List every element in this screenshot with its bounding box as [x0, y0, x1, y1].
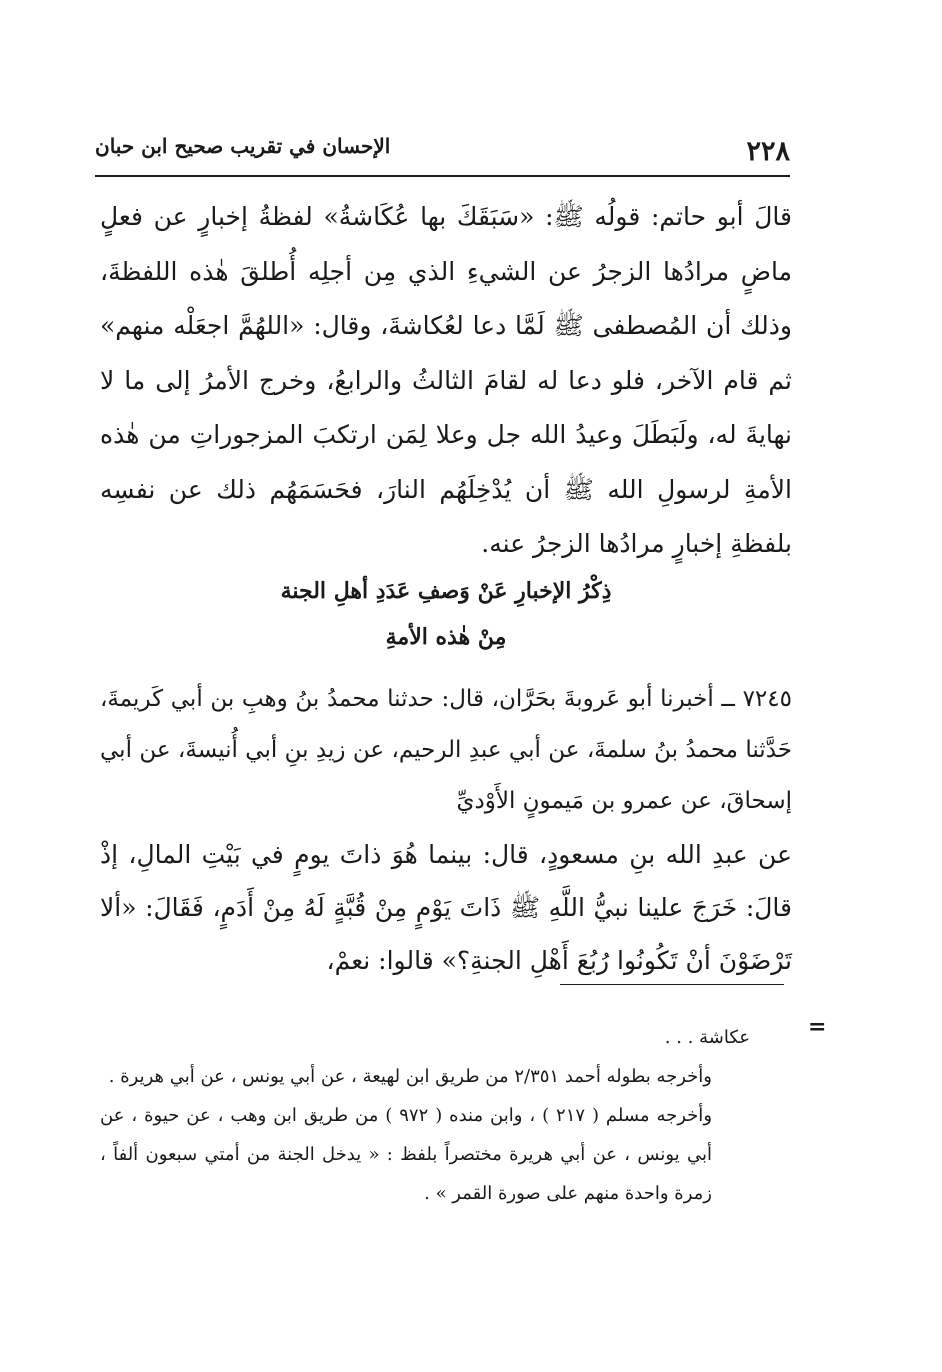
isnad-text: ٧٢٤٥ ــ أخبرنا أبو عَروبةَ بحَرَّان، قال: حدثنا محمدُ بنُ وهبِ بن أبي كَريمةَ، حَدَّثنا محمدُ بنُ سلمةَ، عن أبي عبدِ الرحيم، عن زيدِ بنِ أبي أُنيسةَ، عن أبي إسحاقَ، عن عمرو بن مَيمونٍ الأَوْديِّ [100, 686, 792, 814]
running-title: الإحسان في تقريب صحيح ابن حبان [95, 134, 391, 158]
commentary-paragraph [100, 190, 792, 572]
footnote-block-2: وأخرجه مسلم ( ٢١٧ ) ، وابن منده ( ٩٧٢ ) من طريق ابن وهب ، عن حيوة ، عن أبي يونس ، عن أبي هريرة مختصراً بلفظ : « يدخل الجنة من أمتي سبعون ألفاً ، زمرة واحدة منهم على صورة القمر » . [100, 1105, 713, 1204]
footnotes [100, 1018, 750, 1213]
header-rule [95, 175, 790, 177]
matn-text: عن عبدِ الله بنِ مسعودٍ، قال: بينما هُوَ ذاتَ يومٍ في بَيْتِ المالِ، إذْ قالَ: خَرَجَ علينا نبيُّ اللَّهِ ﷺ ذَاتَ يَوْمٍ مِنْ قُبَّةٍ لَهُ مِنْ أَدَمٍ، فَقَالَ: «ألا تَرْضَوْنَ أنْ تَكُونُوا رُبُعَ أَهْلِ الجنةِ؟» قالوا: نعمْ، [100, 840, 792, 975]
footnote-block-1: وأخرجه بطوله أحمد ٢/٣٥١ من طريق ابن لهيعة ، عن أبي يونس ، عن أبي هريرة . [108, 1066, 712, 1087]
section-heading-line-1: ذِكْرُ الإخبارِ عَنْ وَصفِ عَدَدِ أهلِ الجنة [280, 578, 612, 604]
section-heading [100, 568, 792, 660]
hadith-isnad [100, 674, 792, 827]
page-header [95, 128, 790, 172]
footnote-line-1: عكاشة . . . [664, 1027, 750, 1048]
section-heading-line-2: مِنْ هٰذه الأمةِ [385, 624, 507, 650]
page-number: ٢٢٨ [746, 136, 790, 167]
continuation-mark: = [808, 1014, 827, 1040]
hadith-matn [100, 828, 792, 987]
footnote-rule [560, 984, 784, 985]
commentary-text: قالَ أبو حاتم: قولُه ﷺ: «سَبَقَكَ بها عُكَاشةُ» لفظةُ إخبارٍ عن فعلٍ ماضٍ مرادُها الزجرُ عن الشيءِ الذي مِن أجلِه أُطلقَ هٰذه اللفظةَ، وذلك أن المُصطفى ﷺ لَمَّا دعا لعُكاشةَ، وقال: «اللهُمَّ اجعَلْه منهم» ثم قام الآخر، فلو دعا له لقامَ الثالثُ والرابعُ، وخرج الأمرُ إلى ما لا نهايةَ له، ولَبَطَلَ وعيدُ الله جل وعلا لِمَن ارتكبَ المزجوراتِ من هٰذه الأمةِ لرسولِ الله ﷺ أن يُدْخِلَهُم النارَ، فحَسَمَهُم ذلك عن نفسِه بلفظةِ إخبارٍ مرادُها الزجرُ عنه. [100, 202, 792, 558]
